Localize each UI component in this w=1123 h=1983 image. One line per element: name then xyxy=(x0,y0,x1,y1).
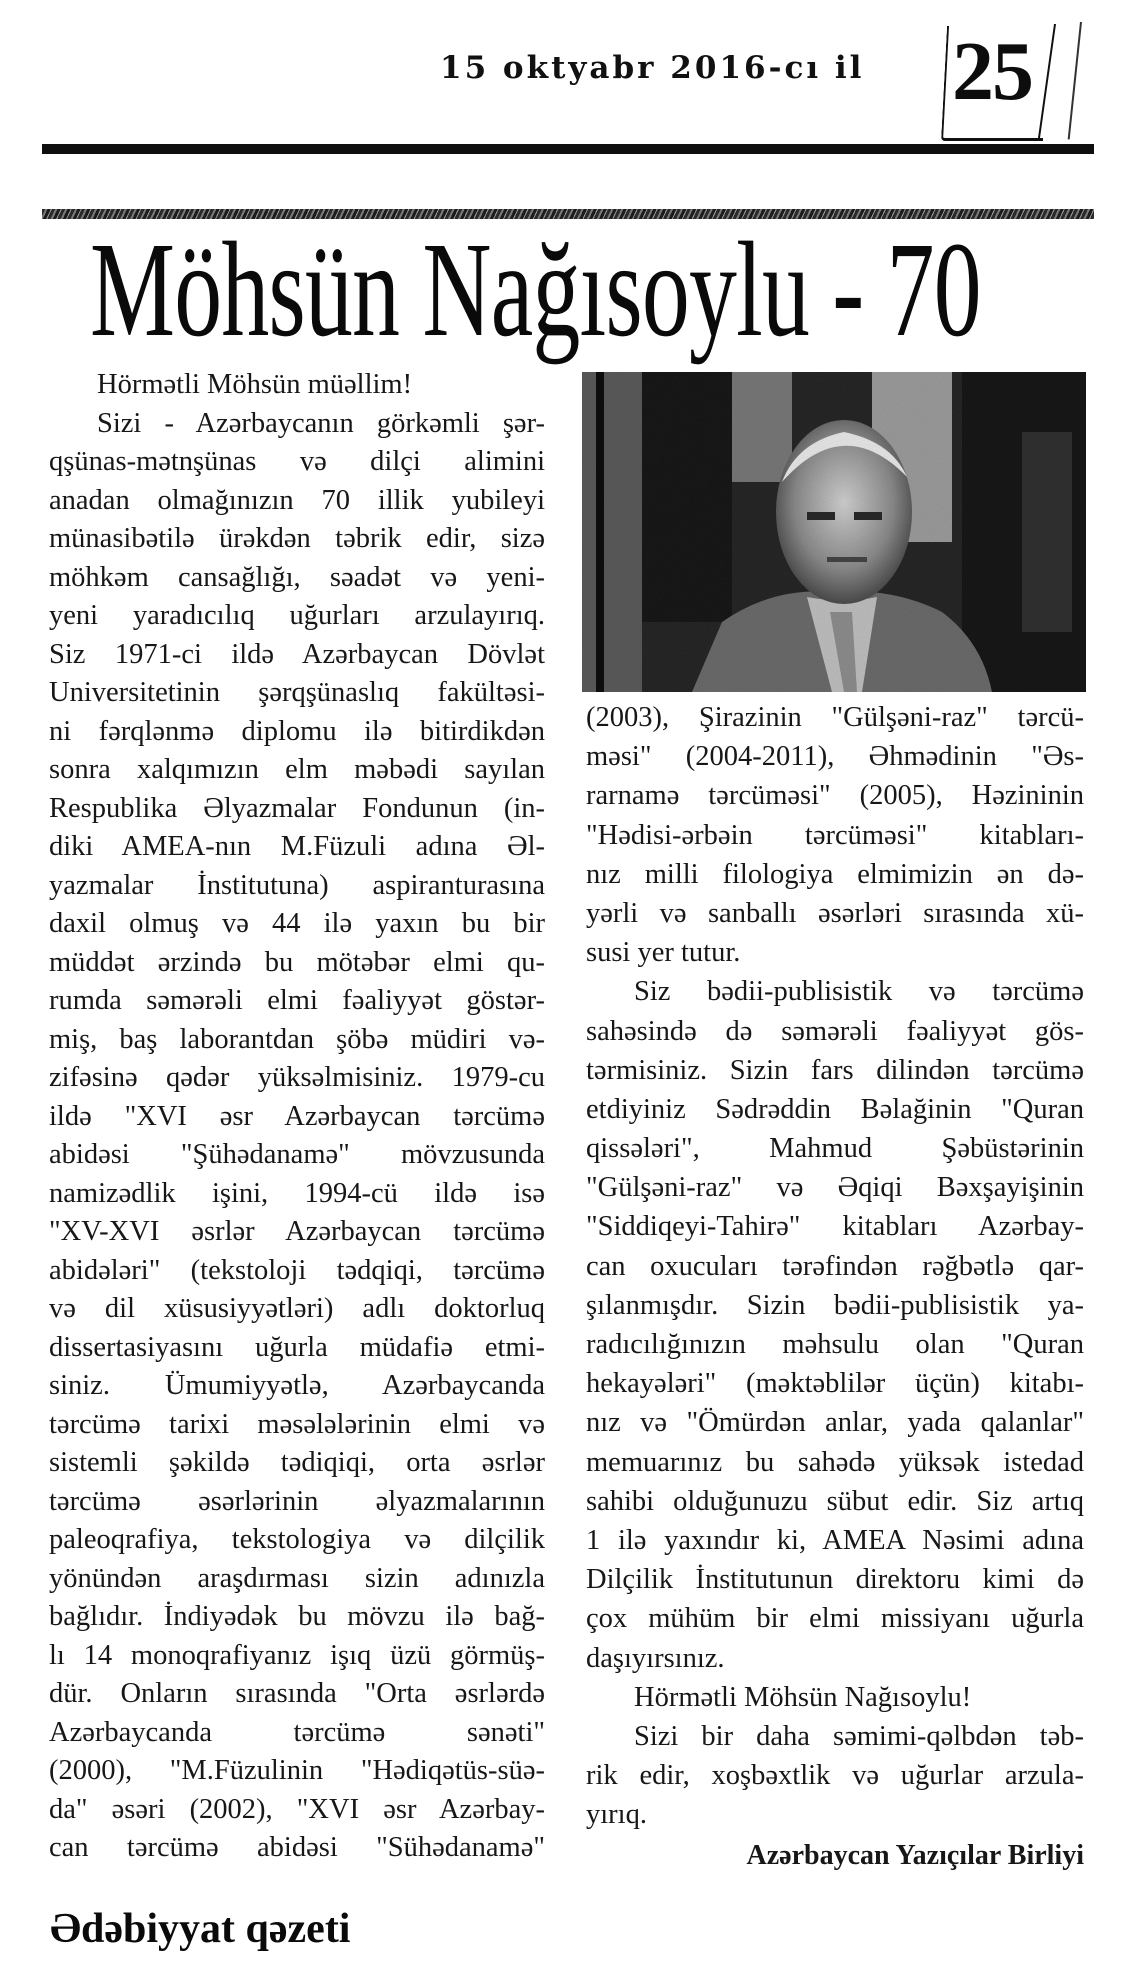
article-text-line: sistemli şəkildə tədiqiqi, orta əsrlər xyxy=(49,1447,545,1478)
article-text-line: "XV-XVI əsrlər Azərbaycan tərcümə xyxy=(49,1216,545,1247)
article-text-line: rumda səmərəli elmi fəaliyyət göstər- xyxy=(49,985,545,1016)
article-text-line: abidələri" (tekstoloji tədqiqi, tərcümə xyxy=(49,1254,545,1286)
article-text-line: möhkəm cansağlığı, səadət və yeni- xyxy=(49,561,545,593)
article-text-line: yazmalar İnstitutuna) aspiranturasına xyxy=(49,869,545,901)
article-text-line: anadan olmağınızın 70 illik yubileyi xyxy=(49,484,545,516)
article-text-line: etdiyiniz Sədrəddin Bəlağinin "Quran xyxy=(586,1093,1084,1125)
article-text-line: yeni yaradıcılıq uğurları arzulayırıq. xyxy=(49,600,545,631)
article-text-line: Hörmətli Möhsün müəllim! xyxy=(97,369,413,400)
article-text-line: can oxucuları tərəfindən rəğbətlə qar- xyxy=(586,1250,1084,1282)
article-text-line: "Gülşəni-raz" və Əqiqi Bəxşayişinin xyxy=(586,1172,1084,1204)
article-text-line: siniz. Ümumiyyətlə, Azərbaycanda xyxy=(49,1370,545,1401)
header-rule xyxy=(42,144,1094,154)
article-text-line: bağlıdır. İndiyədək bu mövzu ilə bağ- xyxy=(49,1601,545,1632)
article-text-line: tərmisiniz. Sizin fars dilindən tərcümə xyxy=(586,1054,1084,1086)
article-text-line: sahibi olduğunuzu sübut edir. Siz artıq xyxy=(586,1485,1084,1517)
portrait-photo xyxy=(582,372,1086,692)
page-corner-fold-outer xyxy=(1068,22,1082,140)
article-text-line: yırıq. xyxy=(586,1799,647,1831)
article-left-column xyxy=(49,366,545,1868)
article-text-line: da" əsəri (2002), "XVI əsr Azərbay- xyxy=(49,1793,545,1825)
article-text-line: hekayələri" (məktəblilər üçün) kitabı- xyxy=(586,1368,1084,1400)
article-text-line: Azərbaycanda tərcümə sənəti" xyxy=(49,1716,545,1748)
article-text-line: Universitetinin şərqşünaslıq fakültəsi- xyxy=(49,677,545,708)
article-text-line: və dil xüsusiyyətləri) adlı doktorluq xyxy=(49,1293,545,1324)
article-text-line: ildə "XVI əsr Azərbaycan tərcümə xyxy=(49,1100,545,1132)
article-text-line: radıcılığınızın məhsulu olan "Quran xyxy=(586,1329,1084,1360)
article-text-line: Siz bədii-publisistik və tərcümə xyxy=(634,976,1084,1008)
article-text-line: şılanmışdır. Sizin bədii-publisistik ya- xyxy=(586,1289,1084,1321)
article-text-line: zifəsinə qədər yüksəlmisiniz. 1979-cu xyxy=(49,1062,545,1093)
article-text-line: Siz 1971-ci ildə Azərbaycan Dövlət xyxy=(49,638,545,670)
article-text-line: nız milli filologiya elmimizin ən də- xyxy=(586,858,1084,890)
article-text-line: rarnamə tərcüməsi" (2005), Həzininin xyxy=(586,780,1084,812)
article-text-line: qşünas-mətnşünas və dilçi alimini xyxy=(49,446,545,477)
article-text-line: münasibətilə ürəkdən təbrik edir, sizə xyxy=(49,523,545,554)
article-text-line: yərli və sanballı əsərləri sırasında xü- xyxy=(586,897,1084,929)
article-text-line: dür. Onların sırasında "Orta əsrlərdə xyxy=(49,1678,545,1709)
article-text-line: Dilçilik İnstitutunun direktoru kimi də xyxy=(586,1564,1084,1596)
page-number: 25 xyxy=(952,25,1032,118)
article-text-line: ni fərqlənmə diplomu ilə bitirdikdən xyxy=(49,715,545,747)
article-text-line: Sizi - Azərbaycanın görkəmli şər- xyxy=(97,407,545,439)
article-title: Möhsün Nağısoylu - 70 xyxy=(90,215,981,365)
article-text-line: 1 ilə yaxındır ki, AMEA Nəsimi adına xyxy=(586,1524,1084,1556)
publication-name: Ədəbiyyat qəzeti xyxy=(50,1906,351,1952)
article-text-line: susi yer tutur. xyxy=(586,937,741,969)
article-text-line: daxil olmuş və 44 ilə yaxın bu bir xyxy=(49,908,545,939)
portrait-image xyxy=(582,372,1086,692)
article-text-line: sonra xalqımızın elm məbədi sayılan xyxy=(49,754,545,785)
article-right-column xyxy=(586,698,1084,1878)
article-text-line: qissələri", Mahmud Şəbüstərinin xyxy=(586,1133,1084,1165)
article-text-line: can tərcümə abidəsi "Sühədanamə" xyxy=(49,1832,545,1863)
article-text-line: müddət ərzində bu mötəbər elmi qu- xyxy=(49,946,545,978)
article-text-line: Sizi bir daha səmimi-qəlbdən təb- xyxy=(634,1720,1084,1752)
article-text-line: "Hədisi-ərbəin tərcüməsi" kitabları- xyxy=(586,819,1084,851)
article-text-line: diki AMEA-nın M.Füzuli adına Əl- xyxy=(49,831,545,862)
article-text-line: tərcümə əsərlərinin əlyazmalarının xyxy=(49,1485,545,1517)
article-text-line: (2003), Şirazinin "Gülşəni-raz" tərcü- xyxy=(586,702,1084,733)
article-text-line: çox mühüm bir elmi missiyanı uğurla xyxy=(586,1603,1084,1635)
article-text-line: lı 14 monoqrafiyanız işıq üzü görmüş- xyxy=(49,1639,545,1671)
article-text-line: nız və "Ömürdən anlar, yada qalanlar" xyxy=(586,1407,1084,1439)
article-text-line: məsi" (2004-2011), Əhmədinin "Əs- xyxy=(586,741,1084,773)
article-text-line: miş, baş laborantdan şöbə müdiri və- xyxy=(49,1023,545,1055)
article-text-line: sahəsində də səmərəli fəaliyyət gös- xyxy=(586,1015,1084,1047)
article-text-line: paleoqrafiya, tekstologiya və dilçilik xyxy=(49,1524,545,1555)
article-text-line: dissertasiyasını uğurla müdafiə etmi- xyxy=(49,1331,545,1363)
article-signature: Azərbaycan Yazıçılar Birliyi xyxy=(746,1840,1084,1872)
article-text-line: tərcümə tarixi məsələlərinin elmi və xyxy=(49,1408,545,1440)
article-text-line: yönündən araşdırması sizin adınızla xyxy=(49,1562,545,1594)
article-text-line: "Siddiqeyi-Tahirə" kitabları Azərbay- xyxy=(586,1211,1084,1243)
article-text-line: rik edir, xoşbəxtlik və uğurlar arzula- xyxy=(586,1760,1084,1792)
article-text-line: daşıyırsınız. xyxy=(586,1642,725,1674)
article-text-line: memuarınız bu sahədə yüksək istedad xyxy=(586,1446,1084,1478)
article-text-line: Respublika Əlyazmalar Fondunun (in- xyxy=(49,792,545,824)
article-text-line: namizədlik işini, 1994-cü ildə isə xyxy=(49,1177,545,1209)
article-text-line: Hörmətli Möhsün Nağısoylu! xyxy=(634,1681,972,1713)
issue-date: 15 oktyabr 2016-cı il xyxy=(440,50,865,86)
article-text-line: abidəsi "Şühədanamə" mövzusunda xyxy=(49,1139,545,1170)
article-text-line: (2000), "M.Füzulinin "Hədiqətüs-süə- xyxy=(49,1755,545,1786)
